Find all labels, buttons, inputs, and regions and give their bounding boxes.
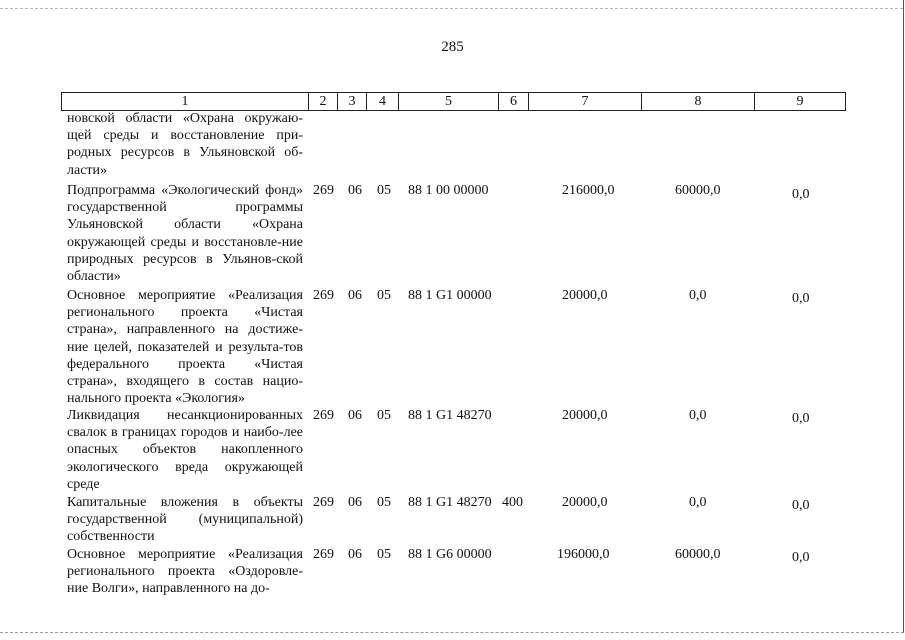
row-col-5: 88 1 G1 48270 — [408, 408, 492, 423]
row-col-2: 269 — [313, 547, 334, 562]
row-col-9: 0,0 — [792, 291, 810, 306]
row-description: Основное мероприятие «Реализация регионального проекта «Оздоровле-ние Волги», направленного на до- — [67, 547, 303, 597]
row-col-7: 216000,0 — [562, 183, 615, 198]
row-col-8: 0,0 — [689, 288, 707, 303]
row-description: новской области «Охрана окружаю-щей среды и восстановление при-родных ресурсов в Ульяновской об-ласти» — [67, 111, 303, 178]
row-col-8: 0,0 — [689, 495, 707, 510]
row-col-4: 05 — [377, 495, 391, 510]
row-col-2: 269 — [313, 408, 334, 423]
header-col-7: 7 — [529, 93, 642, 110]
row-col-5: 88 1 G6 00000 — [408, 547, 492, 562]
row-col-3: 06 — [348, 408, 362, 423]
header-col-4: 4 — [367, 93, 399, 110]
row-description: Ликвидация несанкционированных свалок в границах городов и наибо-лее опасных объектов накопленного экологического вреда окружающей среде — [67, 408, 303, 492]
page-top-edge — [0, 8, 903, 9]
header-col-9: 9 — [796, 94, 804, 109]
row-col-7: 196000,0 — [557, 547, 610, 562]
row-col-7: 20000,0 — [562, 495, 608, 510]
row-col-5: 88 1 G1 48270 — [408, 495, 492, 510]
row-col-5: 88 1 G1 00000 — [408, 288, 492, 303]
header-col-5: 5 — [399, 93, 499, 110]
row-col-9: 0,0 — [792, 550, 810, 565]
row-col-3: 06 — [348, 495, 362, 510]
row-col-9: 0,0 — [792, 187, 810, 202]
header-col-8: 8 — [642, 93, 755, 110]
row-col-5: 88 1 00 00000 — [408, 183, 489, 198]
row-col-9: 0,0 — [792, 498, 810, 513]
row-col-2: 269 — [313, 495, 334, 510]
table-header — [61, 92, 846, 111]
row-col-2: 269 — [313, 183, 334, 198]
header-col-2: 2 — [309, 93, 338, 110]
row-col-7: 20000,0 — [562, 288, 608, 303]
row-col-6: 400 — [502, 495, 523, 510]
header-col-3: 3 — [338, 93, 367, 110]
row-col-4: 05 — [377, 408, 391, 423]
row-col-4: 05 — [377, 547, 391, 562]
row-description: Капитальные вложения в объекты государственной (муниципальной) собственности — [67, 495, 303, 545]
row-col-2: 269 — [313, 288, 334, 303]
row-description: Основное мероприятие «Реализация регионального проекта «Чистая страна», направленного на достиже-ние целей, показателей и результа-тов федерального проекта «Чистая страна», входящего в состав нацио-нального проекта «Экология» — [67, 288, 303, 407]
row-col-8: 60000,0 — [675, 183, 721, 198]
row-description: Подпрограмма «Экологический фонд» государственной программы Ульяновской области «Охрана окружающей среды и восстановле-ние природных ресурсов в Ульянов-ской области» — [67, 183, 303, 285]
row-col-4: 05 — [377, 183, 391, 198]
header-col-6: 6 — [499, 93, 529, 110]
row-col-3: 06 — [348, 547, 362, 562]
row-col-8: 60000,0 — [675, 547, 721, 562]
row-col-7: 20000,0 — [562, 408, 608, 423]
row-col-4: 05 — [377, 288, 391, 303]
row-col-3: 06 — [348, 183, 362, 198]
row-col-9: 0,0 — [792, 411, 810, 426]
header-col-1: 1 — [62, 93, 309, 110]
row-col-8: 0,0 — [689, 408, 707, 423]
row-col-3: 06 — [348, 288, 362, 303]
page-number: 285 — [441, 39, 464, 55]
